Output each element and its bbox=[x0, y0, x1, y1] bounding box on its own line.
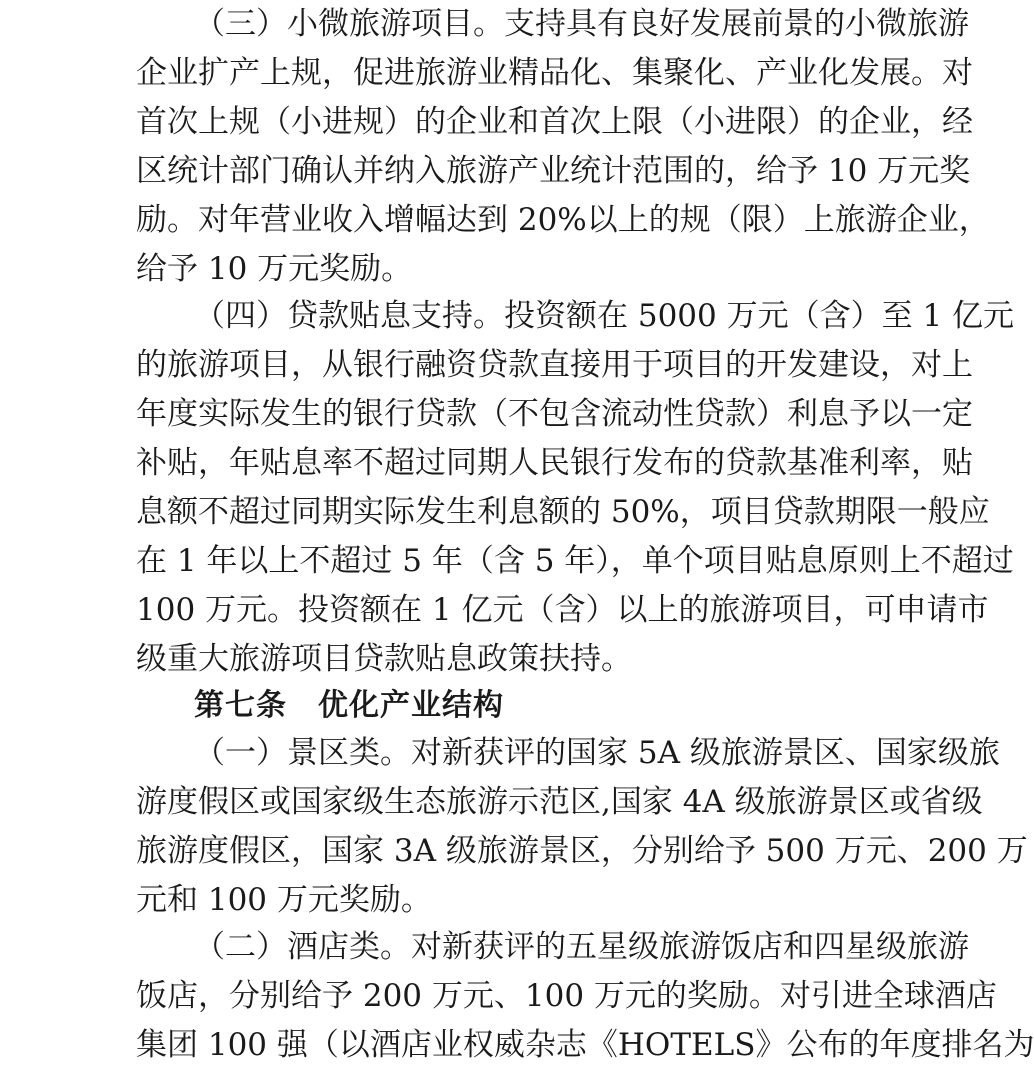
text-line: 集团 100 强（以酒店业权威杂志《HOTELS》公布的年度排名为 bbox=[136, 1027, 1034, 1063]
text-line: 补贴，年贴息率不超过同期人民银行发布的贷款基准利率，贴 bbox=[136, 445, 973, 481]
text-line: 企业扩产上规，促进旅游业精品化、集聚化、产业化发展。对 bbox=[136, 55, 973, 91]
text-line: 级重大旅游项目贷款贴息政策扶持。 bbox=[136, 641, 632, 677]
text-line: 年度实际发生的银行贷款（不包含流动性贷款）利息予以一定 bbox=[136, 396, 973, 432]
text-line: 在 1 年以上不超过 5 年（含 5 年），单个项目贴息原则上不超过 bbox=[136, 543, 1014, 579]
text-line: 游度假区或国家级生态旅游示范区,国家 4A 级旅游景区或省级 bbox=[136, 784, 983, 820]
text-line: 励。对年营业收入增幅达到 20%以上的规（限）上旅游企业， bbox=[136, 202, 990, 238]
text-line: 的旅游项目，从银行融资贷款直接用于项目的开发建设，对上 bbox=[136, 347, 973, 383]
text-line: （一）景区类。对新获评的国家 5A 级旅游景区、国家级旅 bbox=[194, 735, 1000, 771]
text-line: 息额不超过同期实际发生利息额的 50%，项目贷款期限一般应 bbox=[136, 494, 990, 530]
text-line: 区统计部门确认并纳入旅游产业统计范围的，给予 10 万元奖 bbox=[136, 153, 971, 189]
text-line: 旅游度假区，国家 3A 级旅游景区，分别给予 500 万元、200 万 bbox=[136, 833, 1028, 869]
text-line: （三）小微旅游项目。支持具有良好发展前景的小微旅游 bbox=[194, 6, 969, 42]
text-line: 元和 100 万元奖励。 bbox=[136, 882, 432, 918]
text-line: 饭店，分别给予 200 万元、100 万元的奖励。对引进全球酒店 bbox=[136, 978, 997, 1014]
article-heading: 第七条 优化产业结构 bbox=[194, 688, 504, 723]
text-line: （四）贷款贴息支持。投资额在 5000 万元（含）至 1 亿元 bbox=[194, 298, 1015, 334]
text-line: 首次上规（小进规）的企业和首次上限（小进限）的企业，经 bbox=[136, 104, 973, 140]
text-line: （二）酒店类。对新获评的五星级旅游饭店和四星级旅游 bbox=[194, 929, 969, 965]
text-line: 100 万元。投资额在 1 亿元（含）以上的旅游项目，可申请市 bbox=[136, 592, 989, 628]
text-line: 给予 10 万元奖励。 bbox=[136, 251, 413, 287]
